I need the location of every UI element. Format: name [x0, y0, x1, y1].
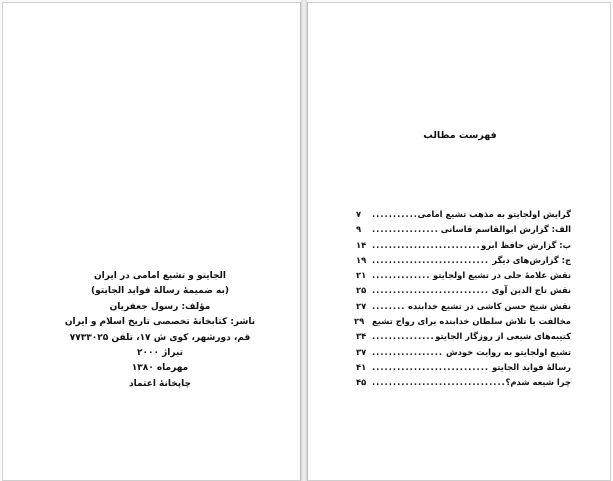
toc-entry-label: تشیع اولجایتو به روایت خودش	[446, 346, 571, 357]
toc-entry-label: چرا شیعه شدم؟	[505, 377, 571, 388]
imprint-block	[51, 269, 269, 392]
toc-entry-label: ج: گزارش‌های دیگر	[492, 254, 571, 265]
toc-entry[interactable]	[353, 316, 571, 331]
toc-title: فهرست مطالب	[423, 130, 497, 141]
table-of-contents	[353, 209, 571, 393]
toc-entry-label: ب: گزارش حافظ ابرو	[481, 239, 571, 250]
toc-entry-label: مخالفت با تلاش سلطان خدابنده برای رواج تشیع	[371, 316, 571, 327]
toc-entry[interactable]	[356, 270, 571, 285]
imprint-address: قم، دورشهر، کوی ش ۱۷، تلفن ۷۷۳۳۰۲۵	[69, 332, 251, 343]
imprint-print-run: تیراژ ۲۰۰۰	[136, 348, 184, 359]
toc-page-number: ۳۴	[356, 331, 367, 342]
toc-entry-label: الف: گزارش ابوالقاسم قاسانی	[440, 224, 571, 235]
toc-entry[interactable]	[356, 240, 571, 255]
toc-entry-label: کتیبه‌های شیعی از روزگار الجایتو	[435, 331, 571, 342]
toc-page-number: ۲۷	[356, 300, 367, 311]
toc-page-number: ۹	[356, 224, 362, 235]
toc-entry[interactable]	[356, 301, 571, 316]
imprint-publisher: ناشر: کتابخانهٔ تخصصی تاریخ اسلام و ایران	[64, 317, 256, 328]
toc-dot-leader	[372, 331, 433, 341]
toc-entry[interactable]	[356, 224, 571, 239]
imprint-title: الجایتو و تشیع امامی در ایران	[94, 271, 226, 281]
right-page	[307, 2, 611, 481]
toc-entry-label: نقش شیخ حسن کاشی در تشیع خدابنده	[407, 300, 571, 311]
toc-entry[interactable]	[356, 285, 571, 300]
toc-dot-leader	[372, 377, 504, 387]
toc-entry-label: گرایش اولجایتو به مذهب تشیع امامی	[417, 209, 571, 219]
toc-entry-label: نقش علامهٔ حلی در تشیع اولجایتو	[432, 270, 571, 281]
toc-dot-leader	[372, 301, 406, 311]
toc-page-number: ۳۷	[356, 346, 367, 357]
toc-entry-label: نقش تاج الدین آوی	[491, 285, 571, 296]
toc-page-number: ۱۹	[356, 254, 367, 265]
toc-page-number: ۱۴	[356, 239, 367, 250]
toc-dot-leader	[372, 270, 431, 280]
imprint-subtitle: (به ضمیمهٔ رسالهٔ فواید الجایتو)	[91, 286, 229, 297]
toc-entry[interactable]	[356, 331, 571, 346]
toc-page-number: ۲۱	[356, 270, 367, 281]
imprint-author: مؤلف: رسول جعفریان	[109, 301, 211, 312]
toc-entry[interactable]	[356, 255, 571, 270]
toc-page-number: ۴۱	[356, 361, 367, 372]
toc-entry[interactable]	[356, 362, 571, 377]
left-page	[2, 2, 301, 481]
toc-dot-leader	[372, 209, 416, 219]
toc-dot-leader	[372, 362, 490, 372]
toc-page-number: ۴۵	[356, 377, 367, 388]
toc-entry[interactable]	[356, 347, 571, 362]
toc-dot-leader	[372, 224, 439, 234]
toc-entry[interactable]	[356, 209, 571, 224]
toc-dot-leader	[372, 240, 479, 250]
toc-dot-leader	[372, 255, 490, 265]
toc-dot-leader	[372, 347, 444, 357]
toc-dot-leader	[372, 285, 490, 295]
toc-entry[interactable]	[356, 377, 571, 392]
toc-page-number: ۷	[356, 209, 362, 219]
toc-entry-label: رسالهٔ فواید الجایتو	[492, 361, 571, 372]
toc-page-number: ۲۹	[353, 316, 365, 327]
toc-page-number: ۲۵	[356, 285, 367, 296]
imprint-printer: چاپخانهٔ اعتماد	[128, 378, 192, 389]
imprint-date: مهرماه ۱۳۸۰	[131, 363, 189, 374]
